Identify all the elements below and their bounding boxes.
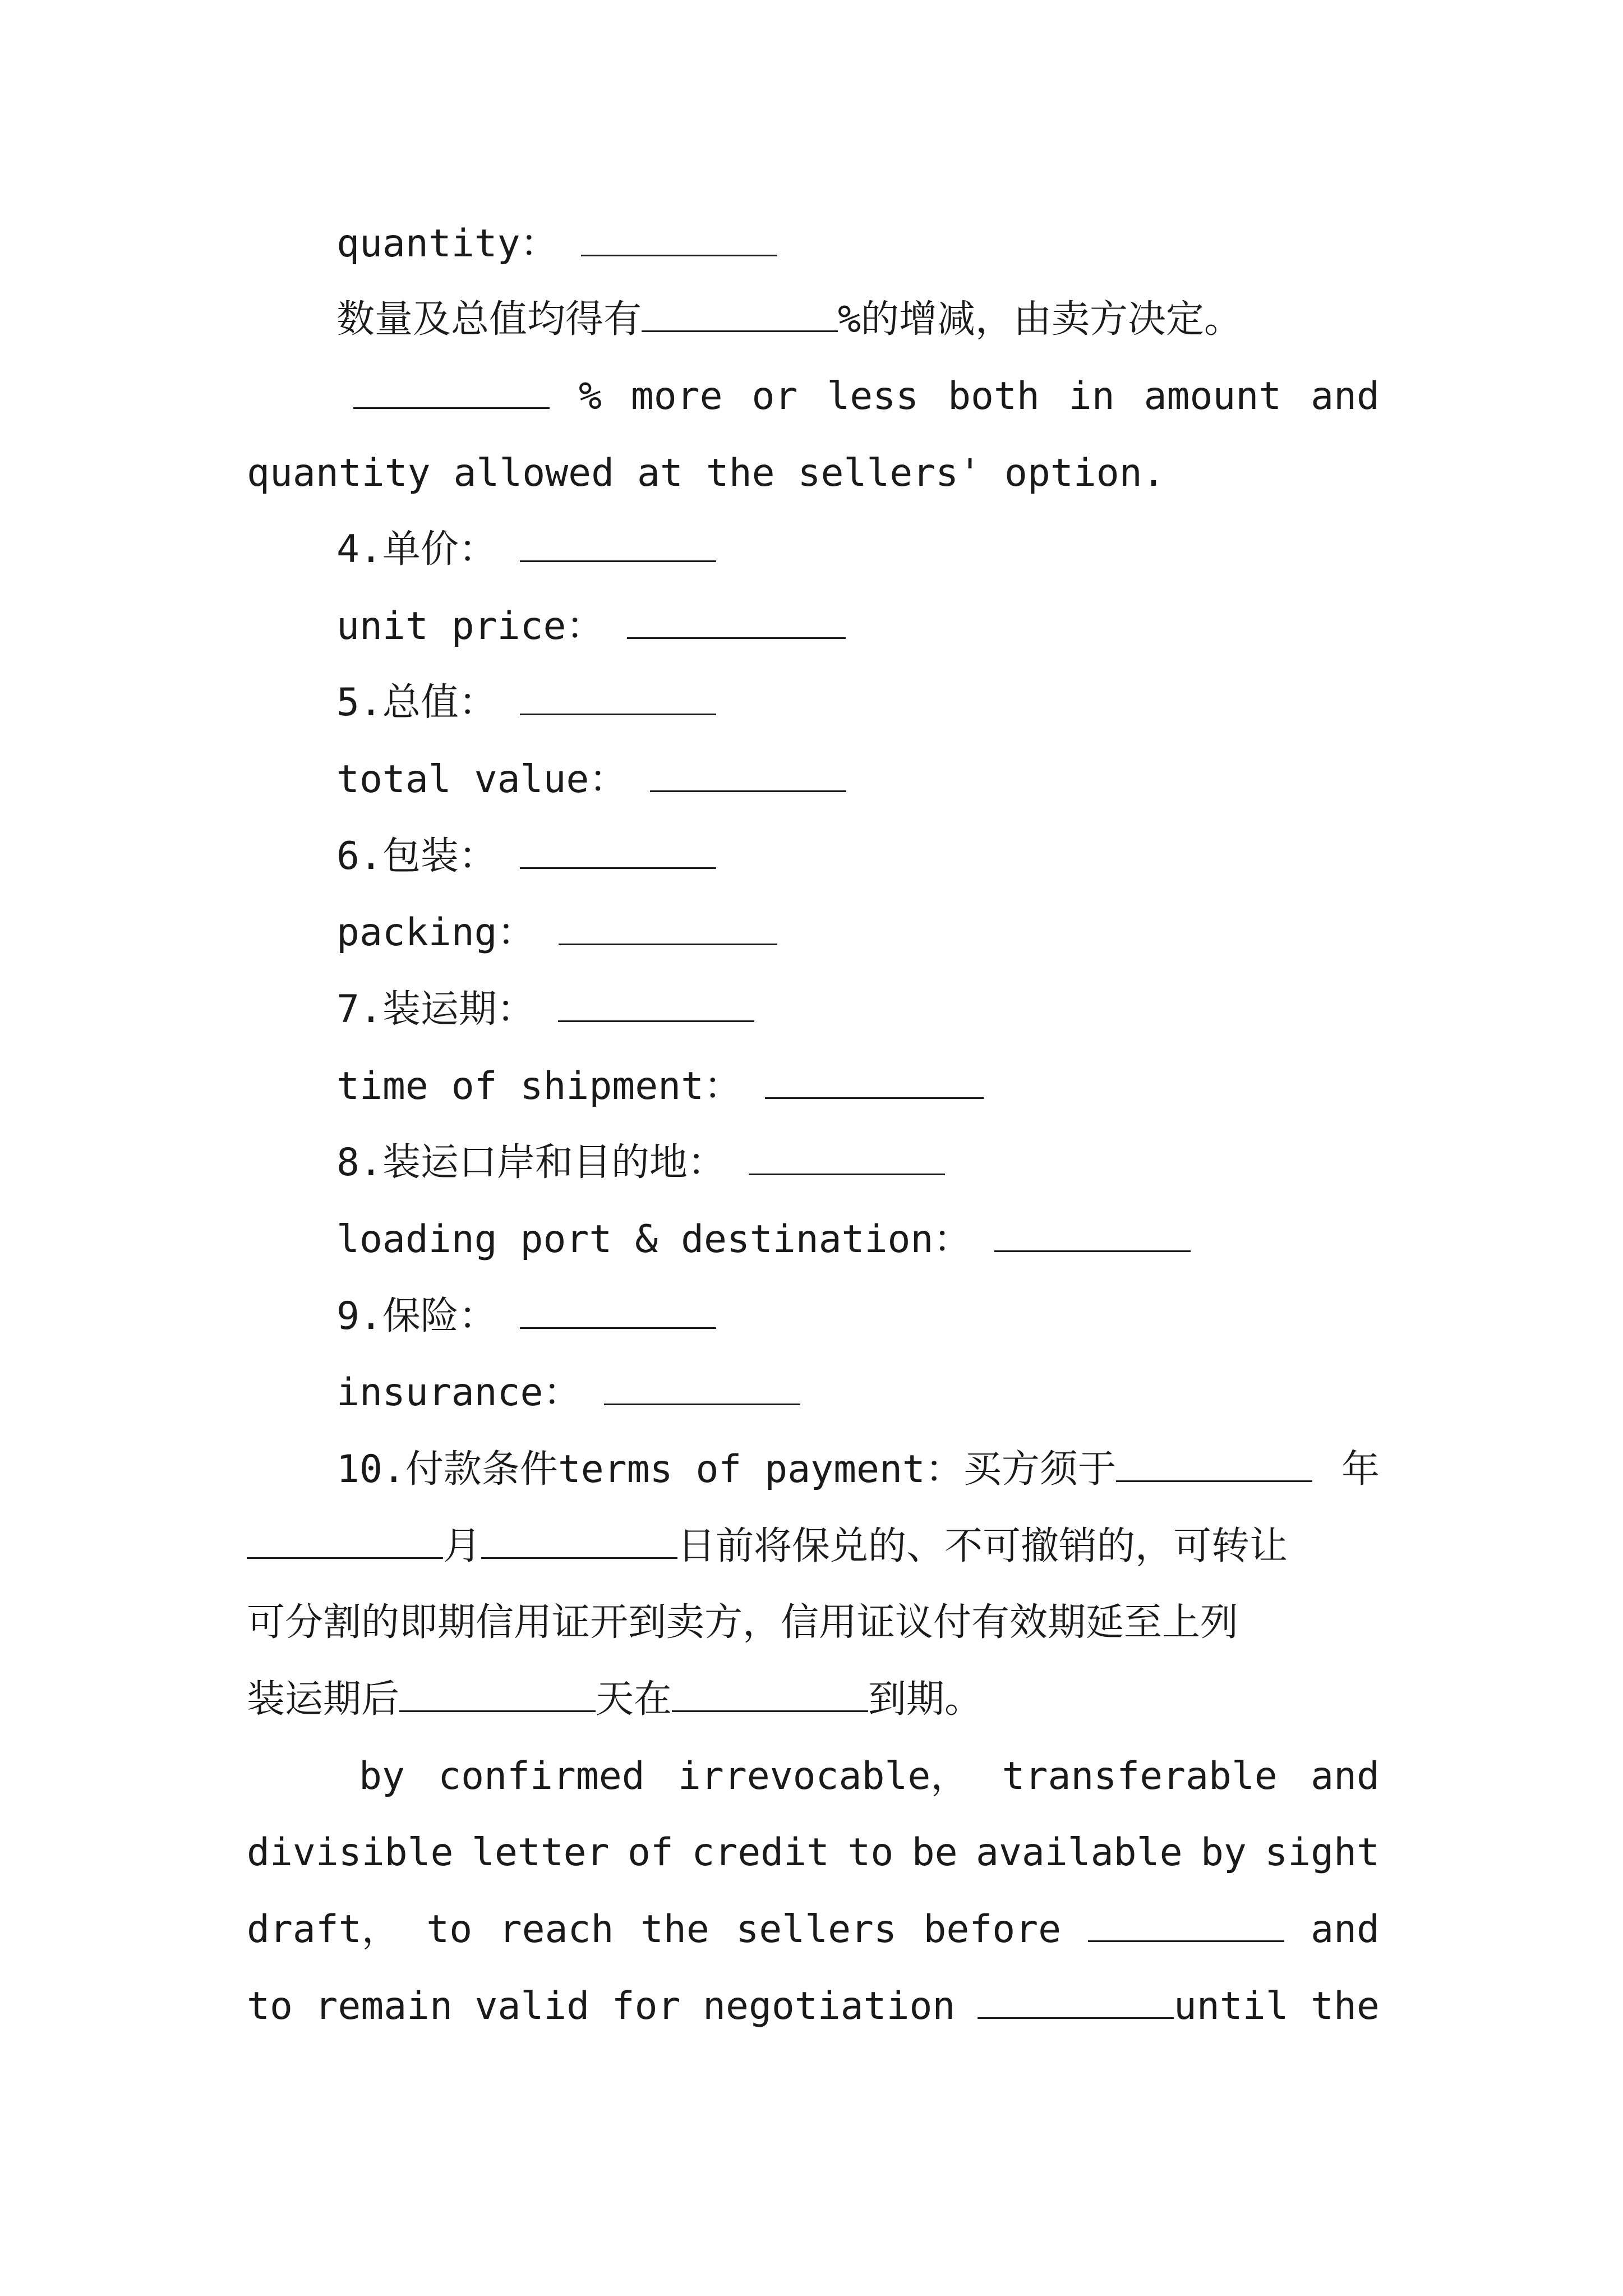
negotiation-group bbox=[978, 1984, 1289, 2029]
word: to bbox=[426, 1907, 473, 1952]
word: credit bbox=[691, 1830, 829, 1875]
payment-month-blank-a[interactable] bbox=[247, 1525, 443, 1559]
shipment-zh-blank[interactable] bbox=[558, 988, 754, 1022]
negotiation-blank[interactable] bbox=[978, 1985, 1174, 2019]
insurance-en-line bbox=[336, 1370, 1380, 1415]
word: available bbox=[976, 1830, 1183, 1875]
port-en-line bbox=[336, 1217, 1380, 1262]
shipment-zh-line bbox=[336, 987, 1380, 1032]
word: letter bbox=[471, 1830, 610, 1875]
packing-zh-label: 6.包装： bbox=[336, 834, 497, 878]
unit-price-en-blank[interactable] bbox=[627, 605, 846, 639]
tolerance-en-text: quantity allowed at the sellers' option. bbox=[247, 451, 1165, 495]
tolerance-en-blank[interactable] bbox=[353, 375, 550, 409]
payment-zh-line-4 bbox=[247, 1677, 1380, 1722]
packing-en-label: packing： bbox=[336, 910, 536, 955]
payment-en-line-3 bbox=[247, 1907, 1380, 1952]
tolerance-zh-text-a: 数量及总值均得有 bbox=[336, 297, 642, 342]
word: draft， bbox=[247, 1907, 400, 1952]
shipment-en-blank[interactable] bbox=[765, 1065, 984, 1099]
word: divisible bbox=[247, 1830, 454, 1875]
port-zh-line bbox=[336, 1140, 1380, 1185]
quantity-blank[interactable] bbox=[581, 222, 777, 256]
port-zh-label: 8.装运口岸和目的地： bbox=[336, 1140, 726, 1185]
insurance-en-blank[interactable] bbox=[604, 1371, 800, 1405]
port-en-blank[interactable] bbox=[994, 1218, 1191, 1252]
payment-zh-text-1b: 年 bbox=[1341, 1447, 1380, 1492]
word: and bbox=[1311, 1754, 1380, 1798]
payment-en-line-2 bbox=[247, 1830, 1380, 1875]
word: and bbox=[1311, 1907, 1380, 1952]
payment-zh-text-2b: 日前将保兑的、不可撤销的，可转让 bbox=[677, 1524, 1288, 1568]
word: amount bbox=[1144, 374, 1282, 418]
insurance-en-label: insurance： bbox=[336, 1370, 582, 1415]
payment-days-blank[interactable] bbox=[399, 1678, 596, 1712]
insurance-zh-label: 9.保险： bbox=[336, 1294, 497, 1338]
quantity-label: quantity： bbox=[336, 222, 559, 266]
word: be bbox=[911, 1830, 958, 1875]
word: or bbox=[751, 374, 798, 418]
unit-price-en-line bbox=[336, 604, 1380, 649]
payment-zh-text-1a: 10.付款条件terms of payment：买方须于 bbox=[336, 1447, 1116, 1492]
shipment-en-label: time of shipment： bbox=[336, 1064, 743, 1108]
unit-price-zh-line bbox=[336, 527, 1380, 572]
word: until bbox=[1173, 1984, 1289, 2028]
word: the bbox=[640, 1907, 709, 1952]
word: negotiation bbox=[703, 1984, 956, 2028]
total-value-zh-label: 5.总值： bbox=[336, 680, 497, 725]
word: confirmed bbox=[438, 1754, 645, 1798]
payment-zh-text-4b: 天在 bbox=[596, 1677, 672, 1722]
payment-zh-line-1 bbox=[336, 1447, 1380, 1492]
payment-zh-line-2 bbox=[247, 1524, 1380, 1569]
word: to bbox=[247, 1984, 293, 2028]
unit-price-zh-label: 4.单价： bbox=[336, 527, 497, 572]
payment-place-blank[interactable] bbox=[672, 1678, 868, 1712]
port-zh-blank[interactable] bbox=[749, 1141, 945, 1175]
total-value-en-line bbox=[336, 757, 1380, 802]
packing-en-line bbox=[336, 910, 1380, 955]
tolerance-percent-blank[interactable] bbox=[642, 298, 838, 332]
tolerance-zh-line bbox=[336, 297, 1380, 342]
shipment-zh-label: 7.装运期： bbox=[336, 987, 535, 1032]
word: sight bbox=[1265, 1830, 1380, 1875]
word: the bbox=[1311, 1984, 1380, 2028]
tolerance-en-line-2 bbox=[247, 451, 1380, 496]
packing-zh-blank[interactable] bbox=[520, 835, 716, 869]
word: sellers bbox=[736, 1907, 897, 1952]
word: less bbox=[827, 374, 919, 418]
payment-zh-text-3: 可分割的即期信用证开到卖方，信用证议付有效期延至上列 bbox=[247, 1600, 1239, 1645]
word: irrevocable， bbox=[677, 1754, 969, 1798]
quantity-line bbox=[336, 222, 1380, 266]
word: for bbox=[611, 1984, 681, 2028]
word: to bbox=[847, 1830, 894, 1875]
word: more bbox=[630, 374, 723, 418]
payment-en-line-1 bbox=[359, 1754, 1380, 1799]
payment-zh-line-3 bbox=[247, 1600, 1380, 1645]
word: before bbox=[923, 1907, 1062, 1952]
unit-price-en-label: unit price： bbox=[336, 604, 605, 648]
word: remain bbox=[315, 1984, 453, 2028]
word: and bbox=[1311, 374, 1380, 418]
payment-zh-group bbox=[336, 1447, 1312, 1492]
tolerance-en-line-1 bbox=[353, 374, 1380, 419]
total-value-zh-line bbox=[336, 680, 1380, 725]
unit-price-zh-blank[interactable] bbox=[520, 528, 716, 562]
before-date-blank[interactable] bbox=[1088, 1908, 1284, 1942]
word: valid bbox=[474, 1984, 590, 2028]
payment-day-blank[interactable] bbox=[481, 1525, 677, 1559]
payment-en-line-4 bbox=[247, 1984, 1380, 2029]
word: in bbox=[1068, 374, 1115, 418]
word: by bbox=[359, 1754, 405, 1798]
word: % bbox=[578, 374, 602, 418]
total-value-en-blank[interactable] bbox=[650, 758, 846, 792]
word: by bbox=[1200, 1830, 1247, 1875]
port-en-label: loading port & destination： bbox=[336, 1217, 972, 1262]
word: of bbox=[627, 1830, 674, 1875]
payment-year-blank[interactable] bbox=[1116, 1448, 1312, 1482]
total-value-en-label: total value： bbox=[336, 757, 628, 802]
insurance-zh-blank[interactable] bbox=[520, 1295, 716, 1329]
payment-zh-text-4c: 到期。 bbox=[868, 1677, 983, 1722]
shipment-en-line bbox=[336, 1064, 1380, 1109]
packing-en-blank[interactable] bbox=[559, 911, 777, 945]
word: both bbox=[948, 374, 1040, 418]
word: reach bbox=[499, 1907, 614, 1952]
payment-zh-text-4a: 装运期后 bbox=[247, 1677, 400, 1722]
payment-zh-text-2a: 月 bbox=[443, 1524, 482, 1568]
total-value-zh-blank[interactable] bbox=[520, 681, 716, 715]
word: transferable bbox=[1002, 1754, 1278, 1798]
packing-zh-line bbox=[336, 834, 1380, 879]
tolerance-zh-text-b: %的增减，由卖方决定。 bbox=[838, 297, 1242, 342]
insurance-zh-line bbox=[336, 1294, 1380, 1339]
